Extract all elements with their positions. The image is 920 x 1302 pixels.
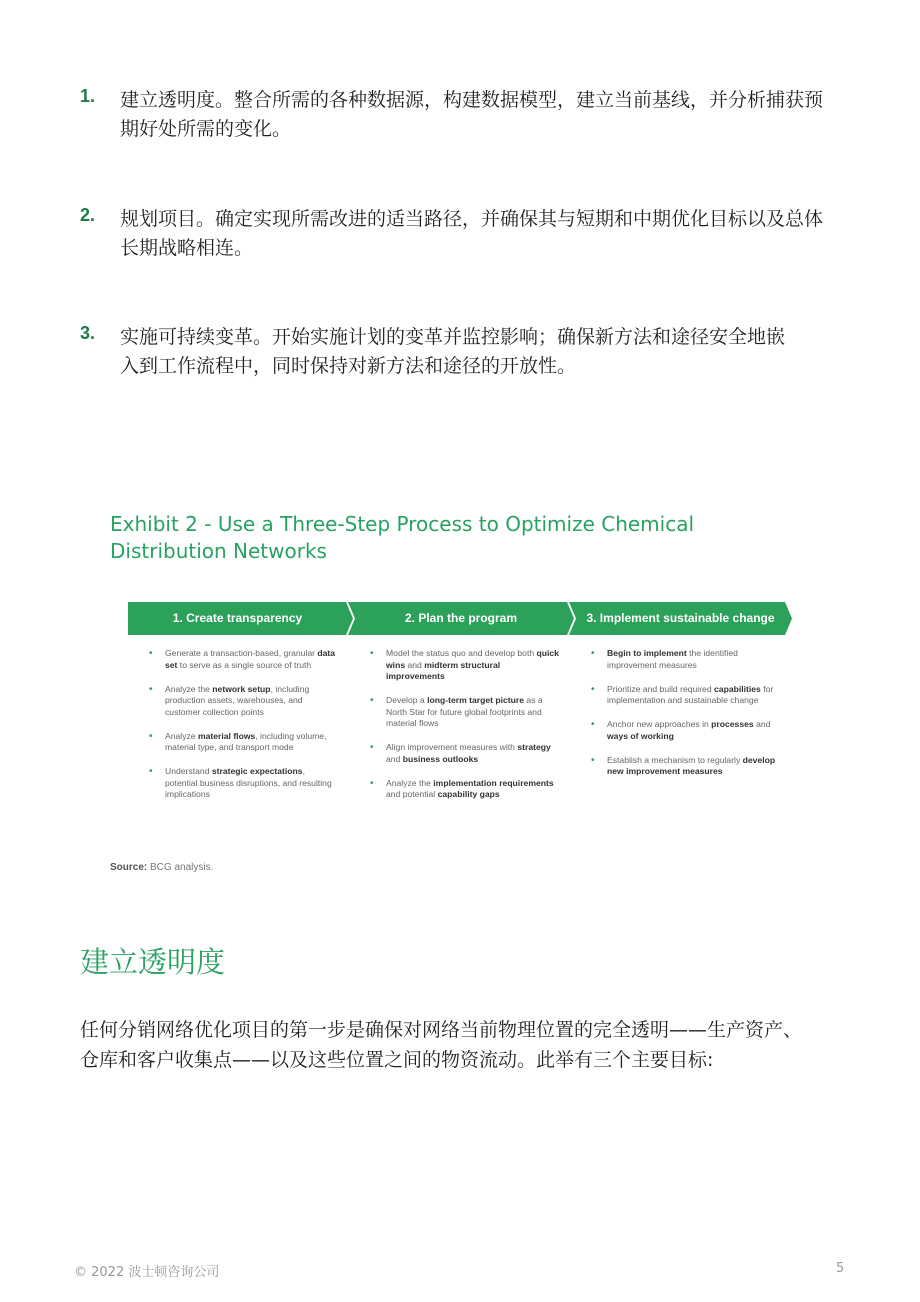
bullet-emphasis: material flows (197, 730, 256, 741)
step-1 (80, 86, 840, 144)
exhibit-source (110, 862, 213, 873)
bullet-emphasis: quick wins (386, 648, 559, 670)
bullet-text: Analyze (165, 730, 198, 741)
exhibit-bullet (591, 755, 781, 778)
exhibit-bullet (370, 778, 560, 801)
bullet-emphasis: midterm structural improvements (386, 659, 501, 681)
bullet-emphasis: implementation requirements (433, 777, 554, 788)
step-number: 2. (80, 205, 96, 225)
exhibit-bullet (149, 684, 339, 719)
bullet-emphasis: ways of working (607, 730, 674, 741)
exhibit-bullet (591, 648, 781, 671)
section-paragraph: 任何分销网络优化项目的第一步是确保对网络当前物理位置的完全透明——生产资产、仓库和客户收集点——以及这些位置之间的物资流动。此举有三个主要目标: (80, 1019, 803, 1071)
exhibit-bullet (591, 719, 781, 742)
step-text: 建立透明度。整合所需的各种数据源，构建数据模型，建立当前基线，并分析捕获预期好处所需的变化。 (120, 89, 824, 140)
bullet-text: the identified improvement measures (607, 648, 738, 670)
bullet-text: , including production assets, warehouses, and customer collection points (165, 683, 310, 717)
bullet-text: Anchor new approaches in (607, 719, 712, 729)
bullet-text: , potential business disruptions, and resulting implications (165, 766, 332, 799)
process-step-banner-2 (348, 602, 574, 635)
column-create-transparency (149, 648, 339, 813)
process-step-banner-3 (569, 602, 792, 635)
step-text: 实施可持续变革。开始实施计划的变革并监控影响；确保新方法和途径安全地嵌入到工作流程中，同时保持对新方法和途径的开放性。 (120, 326, 786, 377)
bullet-emphasis: processes (711, 719, 754, 729)
bullet-emphasis: network setup (212, 683, 271, 694)
source-label: Source: (110, 862, 148, 873)
exhibit-bullet (370, 648, 560, 683)
bullet-emphasis: capabilities (714, 683, 761, 694)
page-number: 5 (836, 1261, 845, 1276)
banner-label: 1. Create transparency (172, 611, 303, 625)
bullet-text: and (386, 753, 403, 764)
bullet-text: Prioritize and build required (607, 683, 715, 694)
bullet-text: to serve as a single source of truth (177, 659, 312, 670)
exhibit-bullet (370, 695, 560, 730)
exhibit-bullet (149, 766, 339, 801)
bullet-emphasis: business outlooks (402, 753, 479, 764)
exhibit-bullet (149, 731, 339, 754)
bullet-text: for implementation and sustainable change (607, 683, 774, 705)
section-heading: 建立透明度 (80, 945, 226, 979)
step-text: 规划项目。确定实现所需改进的适当路径，并确保其与短期和中期优化目标以及总体长期战略相连。 (120, 208, 824, 259)
bullet-emphasis: data set (165, 648, 336, 670)
step-number: 1. (80, 86, 96, 106)
bullet-emphasis: capability gaps (437, 789, 500, 799)
bullet-text: Understand (165, 766, 212, 776)
bullet-text: Analyze the (165, 683, 213, 694)
bullet-emphasis: strategic expectations (211, 766, 303, 776)
source-text: BCG analysis. (147, 862, 214, 873)
bullet-text: as a North Star for future global footprints and material flows (386, 695, 543, 728)
process-step-banner-1 (128, 602, 353, 635)
step-3 (80, 323, 840, 381)
banner-label: 2. Plan the program (404, 611, 518, 625)
bullet-emphasis: strategy (517, 742, 551, 752)
bullet-text: Establish a mechanism to regularly (607, 754, 743, 765)
bullet-text: , including volume, material type, and transport mode (165, 730, 327, 752)
bullet-text: and (405, 659, 425, 670)
step-number: 3. (80, 323, 96, 343)
bullet-text: Analyze the (386, 777, 434, 788)
column-plan-program (370, 648, 560, 813)
exhibit-bullet (149, 648, 339, 671)
bullet-emphasis: develop new improvement measures (607, 754, 776, 776)
footer-copyright: © 2022 波士顿咨询公司 (74, 1265, 220, 1280)
bullet-emphasis: Begin to implement (607, 648, 687, 658)
bullet-text: Develop a (386, 695, 428, 705)
column-implement-change (591, 648, 781, 790)
bullet-text: Model the status quo and develop both (386, 648, 537, 658)
bullet-text: Generate a transaction-based, granular (165, 648, 318, 658)
exhibit-title: Exhibit 2 - Use a Three-Step Process to Optimize Chemical Distribution Networks (110, 512, 695, 563)
bullet-text: Align improvement measures with (386, 742, 518, 752)
bullet-text: and (753, 719, 771, 729)
bullet-text: and potential (386, 789, 438, 799)
step-2 (80, 205, 840, 263)
exhibit-bullet (591, 684, 781, 707)
exhibit-bullet (370, 742, 560, 765)
banner-label: 3. Implement sustainable change (586, 611, 775, 625)
bullet-emphasis: long-term target picture (427, 695, 525, 705)
